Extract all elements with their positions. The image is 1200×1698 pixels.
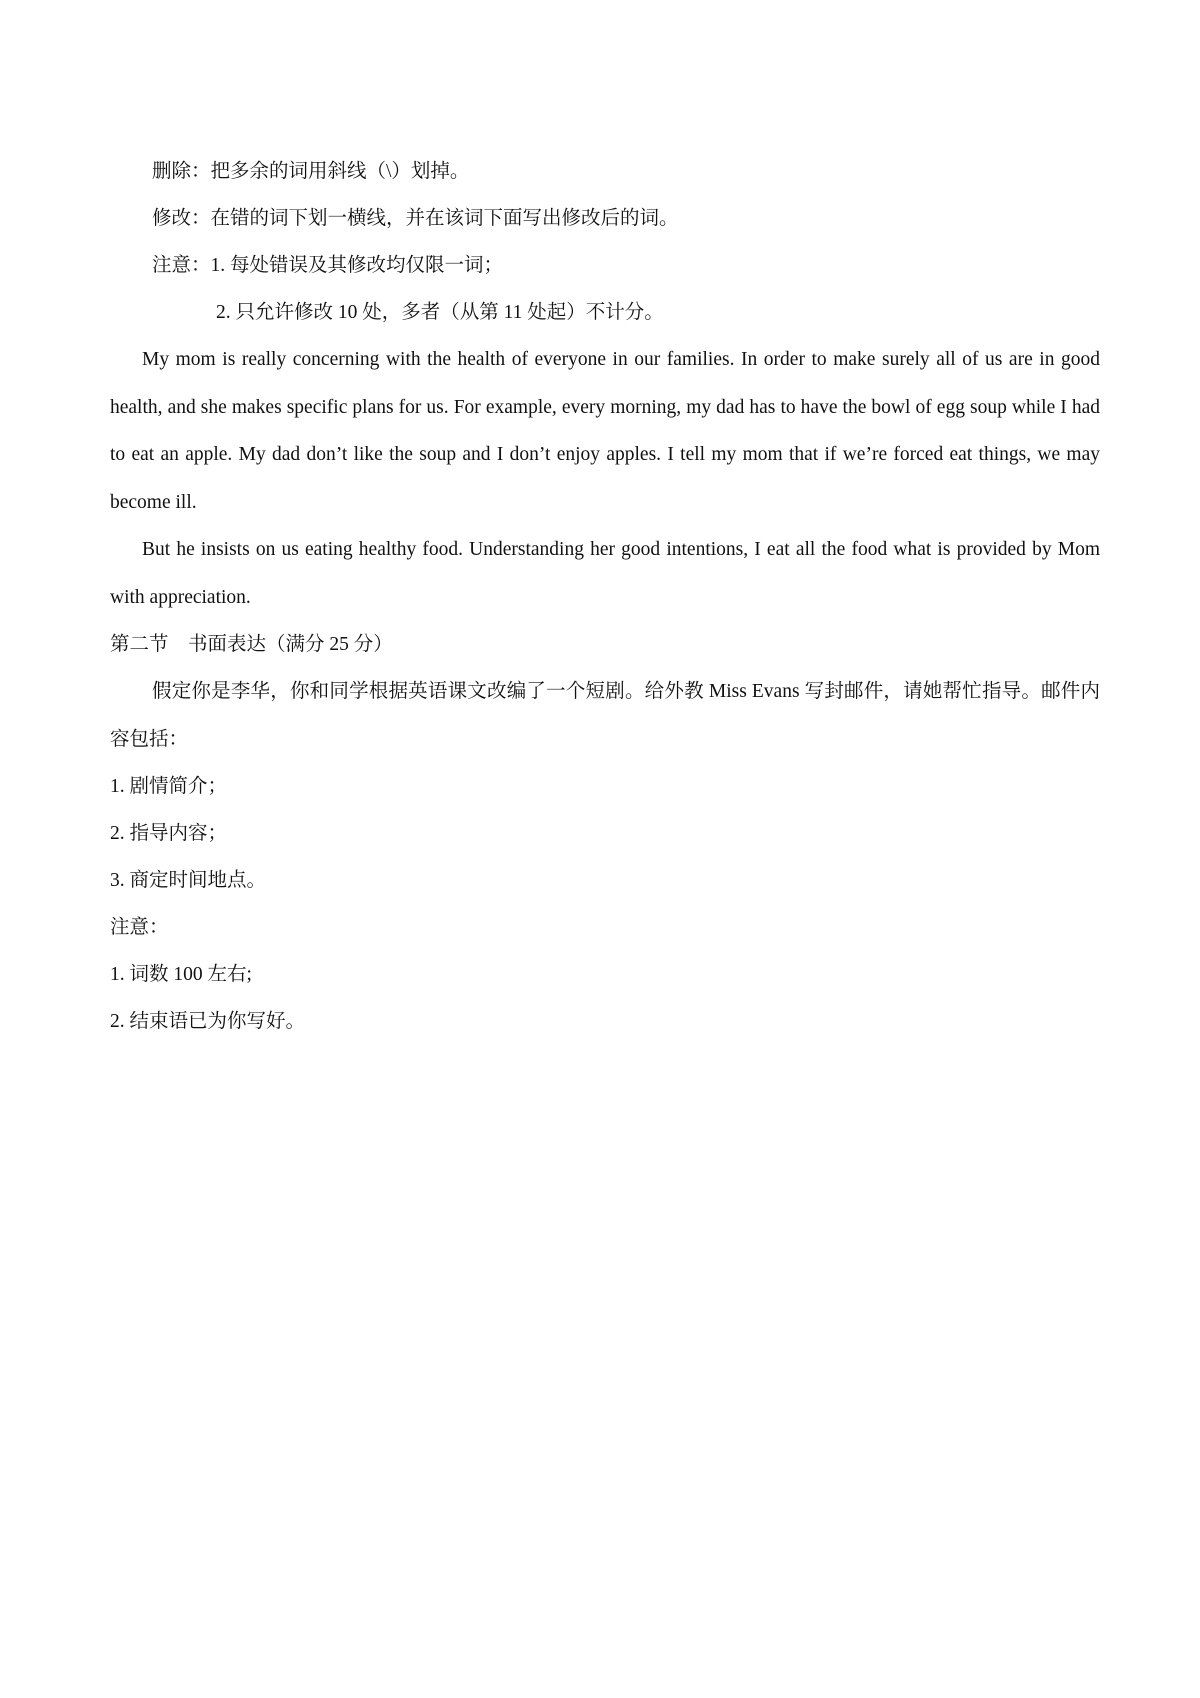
writing-prompt: 假定你是李华，你和同学根据英语课文改编了一个短剧。给外教 Miss Evans 写封邮件，请她帮忙指导。邮件内容包括：: [110, 681, 1100, 750]
content-item-2: 2. 指导内容；: [110, 823, 228, 844]
passage-paragraph-2: But he insists on us eating healthy food. Understanding her good intentions, I eat all the food what is provided by Mom with appreciation.: [110, 539, 1100, 608]
instruction-note-2: 2. 只允许修改 10 处，多者（从第 11 处起）不计分。: [216, 302, 664, 323]
notes-label: 注意：: [110, 917, 169, 938]
instruction-modify: 修改：在错的词下划一横线，并在该词下面写出修改后的词。: [152, 208, 679, 229]
passage-paragraph-1: My mom is really concerning with the health of everyone in our families. In order to make surely all of us are in good health, and she makes specific plans for us. For example, every morning, my dad has to have the bowl of egg soup while I had to eat an apple. My dad don’t like the soup and I don’t enjoy apples. I tell my mom that if we’re forced eat things, we may become ill.: [110, 349, 1100, 513]
note-item-2: 2. 结束语已为你写好。: [110, 1011, 306, 1032]
instruction-delete: 删除：把多余的词用斜线（\）划掉。: [152, 161, 470, 182]
section-2-heading: 第二节 书面表达（满分 25 分）: [110, 634, 393, 655]
note-item-1: 1. 词数 100 左右;: [110, 964, 252, 985]
content-item-1: 1. 剧情简介；: [110, 776, 228, 797]
document-page: [110, 148, 1100, 1045]
content-item-3: 3. 商定时间地点。: [110, 870, 267, 891]
instruction-note-1: 注意：1. 每处错误及其修改均仅限一词；: [152, 255, 504, 276]
